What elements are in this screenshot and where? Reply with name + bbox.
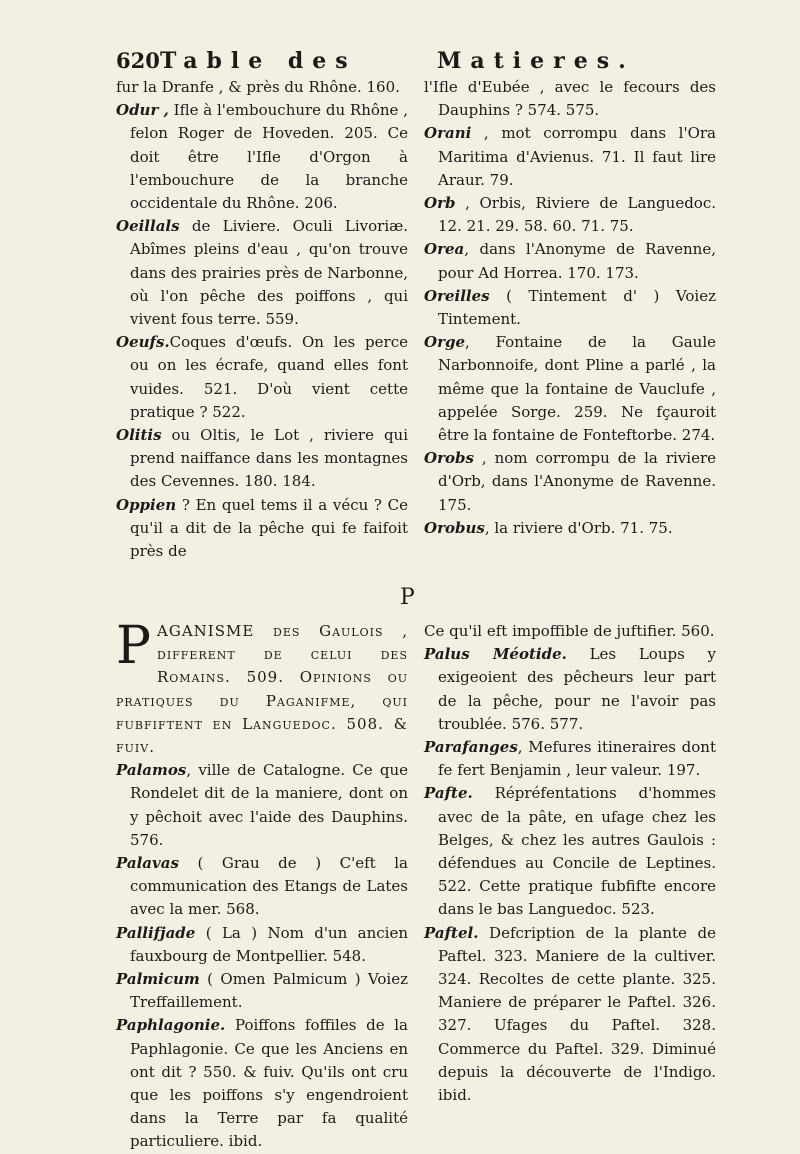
index-entry: Ce qu'il eft impoffible de juftifier. 560. bbox=[424, 622, 715, 640]
index-entry: Palus Méotide. Les Loups y exigeoient des pêcheurs leur part de la pêche, pour ne l'avoir pas troublée. 576. 577. bbox=[424, 645, 716, 733]
index-entry: Pallifjade ( La ) Nom d'un ancien fauxbourg de Montpellier. 548. bbox=[116, 923, 408, 965]
index-entry: Odur , Ifle à l'embouchure du Rhône , felon Roger de Hoveden. 205. Ce doit être l'Ifle d'Orgon à l'embouchure de la branche occidentale du Rhône. 206. bbox=[116, 101, 409, 213]
index-entry: Palavas ( Grau de ) C'eft la communication des Etangs de Lates avec la mer. 568. bbox=[116, 854, 408, 919]
index-entry: Oeillals de Liviere. Oculi Livoriæ. Abîmes pleins d'eau , qu'on trouve dans des prairies près de Narbonne, où l'on pêche des poiffons , qui vivent fous terre. 559. bbox=[116, 217, 408, 329]
index-entry: Orge, Fontaine de la Gaule Narbonnoife, dont Pline a parlé , la même que la fontaine de Vauclufe , appelée Sorge. 259. Ne fçauroit être la fontaine de Fonteftorbe. 274. bbox=[424, 333, 716, 445]
index-entry: Orea, dans l'Anonyme de Ravenne, pour Ad Horrea. 170. 173. bbox=[424, 240, 716, 282]
section-letter: P bbox=[400, 585, 415, 610]
index-entry: Paftel. Defcription de la plante de Paftel. 323. Maniere de la cultiver. 324. Recoltes de cette plante. 325. Maniere de préparer le Paftel. 326. 327. Ufages du Paftel. 328. Commerce du Paftel. 329. Diminué depuis la découverte de l'Indigo. ibid. bbox=[424, 923, 716, 1105]
index-column-top-left bbox=[116, 76, 408, 563]
running-title-right: Matieres. bbox=[437, 48, 635, 74]
index-entry: PAGANISME des Gaulois , different de celui des Romains. 509. Opinions ou pratiques du Paganifme, qui fubfiftent en Languedoc. 508. & fuiv. bbox=[116, 616, 408, 757]
index-entry: fur la Dranfe , & près du Rhône. 160. bbox=[116, 78, 400, 96]
index-entry: Olitis ou Oltis, le Lot , riviere qui prend naiffance dans les montagnes des Cevennes. 180. 184. bbox=[116, 426, 408, 491]
index-column-bottom-left bbox=[116, 616, 408, 1154]
index-entry: Oreilles ( Tintement d' ) Voiez Tintement. bbox=[424, 286, 716, 329]
index-entry: Paphlagonie. Poiffons foffiles de la Paphlagonie. Ce que les Anciens en ont dit ? 550. & fuiv. Qu'ils ont cru que les poiffons s'y engendroient dans la Terre par fa qualité particuliere. ibid. bbox=[116, 1016, 408, 1151]
index-entry: Orobus, la riviere d'Orb. 71. 75. bbox=[424, 518, 673, 537]
index-column-top-right bbox=[424, 76, 716, 540]
index-entry: Palmicum ( Omen Palmicum ) Voiez Treffaillement. bbox=[116, 970, 408, 1012]
index-entry: l'Ifle d'Eubée , avec le fecours des Dauphins ? 574. 575. bbox=[424, 78, 716, 120]
index-column-bottom-right bbox=[424, 620, 716, 1107]
index-entry: Oeufs.Coques d'œufs. On les perce ou on les écrafe, quand elles font vuides. 521. D'où vient cette pratique ? 522. bbox=[116, 333, 408, 421]
page-number: 620 bbox=[116, 48, 160, 73]
index-entry: Orobs , nom corrompu de la riviere d'Orb, dans l'Anonyme de Ravenne. 175. bbox=[424, 449, 716, 514]
drop-cap: P bbox=[116, 616, 151, 676]
index-entry: Orani , mot corrompu dans l'Ora Maritima d'Avienus. 71. Il faut lire Araur. 79. bbox=[424, 124, 716, 189]
running-title-left: Table des bbox=[160, 48, 357, 74]
index-entry: Pafte. Répréfentations d'hommes avec de la pâte, en ufage chez les Belges, & chez les autres Gaulois : défendues au Concile de Leptines. 522. Cette pratique fubfifte encore dans le bas Languedoc. 523. bbox=[424, 784, 716, 919]
index-entry: Palamos, ville de Catalogne. Ce que Rondelet dit de la maniere, dont on y pêchoit avec l'aide des Dauphins. 576. bbox=[116, 761, 408, 849]
index-entry: Parafanges, Mefures itineraires dont fe fert Benjamin , leur valeur. 197. bbox=[424, 738, 716, 780]
index-entry: Orb , Orbis, Riviere de Languedoc. 12. 21. 29. 58. 60. 71. 75. bbox=[424, 194, 716, 236]
index-entry: Oppien ? En quel tems il a vécu ? Ce qu'il a dit de la pêche qui fe faifoit près de bbox=[116, 495, 408, 561]
